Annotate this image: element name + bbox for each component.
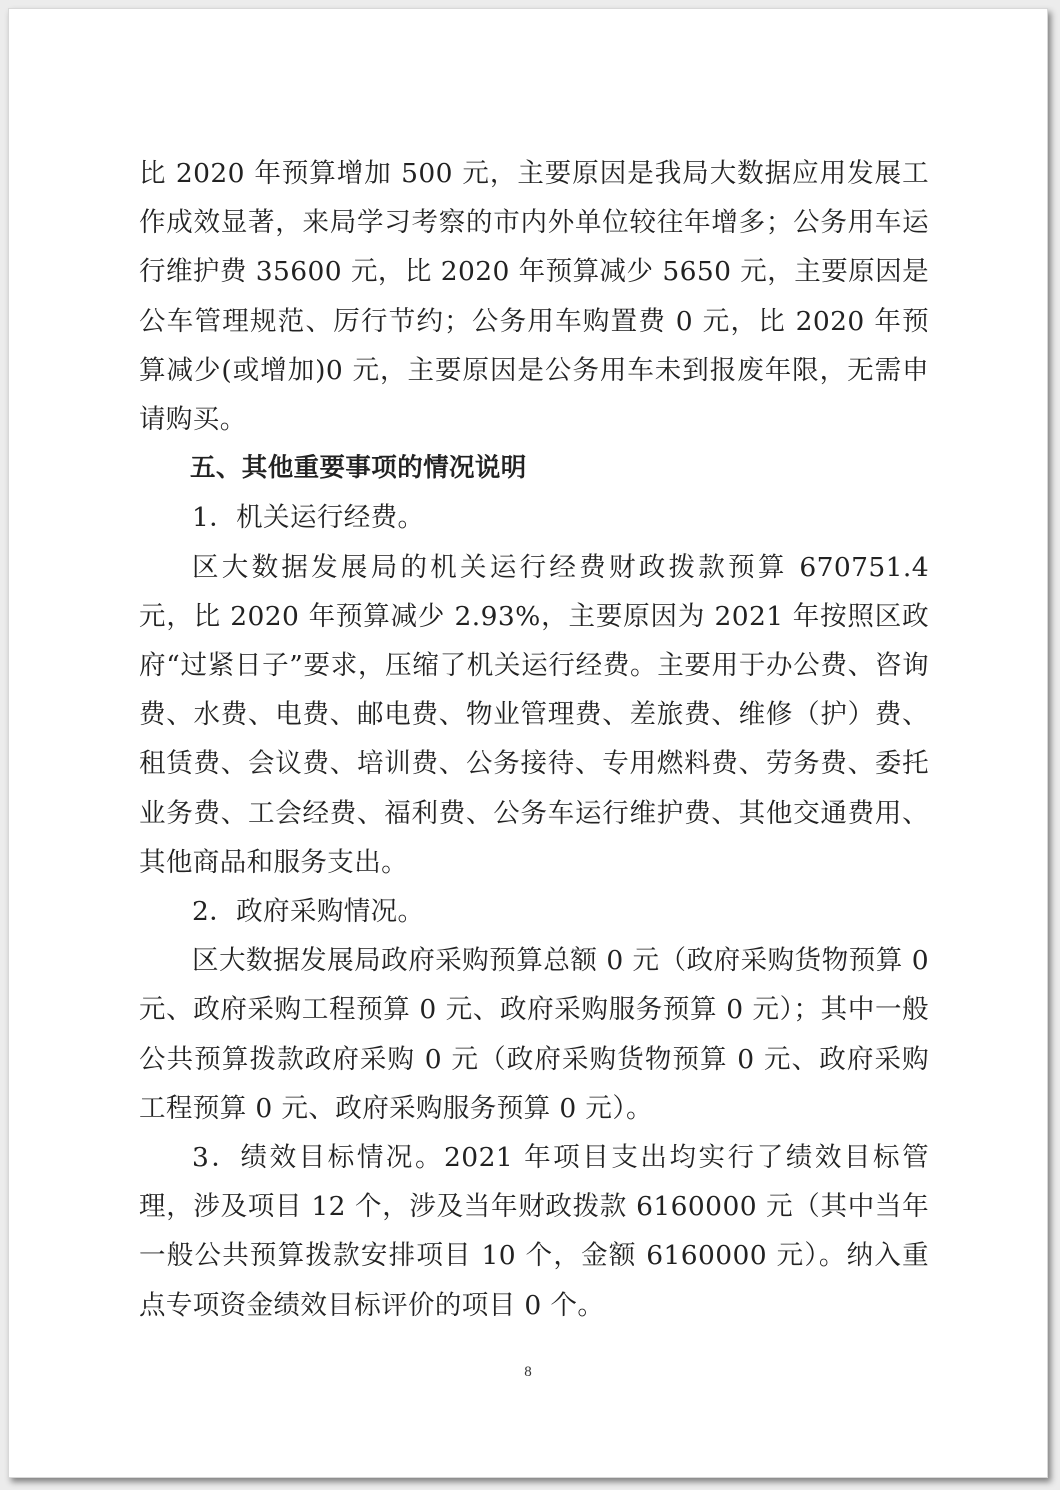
section-heading-other-matters: 五、其他重要事项的情况说明 — [190, 453, 527, 484]
document-page — [8, 8, 1048, 1478]
paragraph-government-procurement: 区大数据发展局政府采购预算总额 0 元（政府采购货物预算 0 元、政府采购工程预算 0 元、政府采购服务预算 0 元）；其中一般公共预算拨款政府采购 0 元（政府采购货物预算 0 元、政府采购工程预算 0 元、政府采购服务预算 0 元）。 — [139, 945, 929, 1124]
page-number: 8 — [524, 1364, 532, 1380]
paragraph-performance-targets: 3．绩效目标情况。2021 年项目支出均实行了绩效目标管理，涉及项目 12 个，涉及当年财政拨款 6160000 元（其中当年一般公共预算拨款安排项目 10 个，金额 6160000 元）。纳入重点专项资金绩效目标评价的项目 0 个。 — [139, 1142, 929, 1321]
subheading-operating-expenses: 1．机关运行经费。 — [192, 502, 425, 534]
paragraph-operating-expenses: 区大数据发展局的机关运行经费财政拨款预算 670751.4 元，比 2020 年预算减少 2.93%，主要原因为 2021 年按照区政府“过紧日子”要求，压缩了机关运行经费。主要用于办公费、咨询费、水费、电费、邮电费、物业管理费、差旅费、维修（护）费、租赁费、会议费、培训费、公务接待、专用燃料费、劳务费、委托业务费、工会经费、福利费、公务车运行维护费、其他交通费用、其他商品和服务支出。 — [139, 551, 929, 878]
body-text — [139, 149, 929, 1330]
subheading-government-procurement: 2．政府采购情况。 — [192, 896, 425, 928]
paragraph-vehicle-costs: 比 2020 年预算增加 500 元，主要原因是我局大数据应用发展工作成效显著，来局学习考察的市内外单位较往年增多；公务用车运行维护费 35600 元，比 2020 年预算减少 5650 元，主要原因是公车管理规范、厉行节约；公务用车购置费 0 元，比 2020 年预算减少(或增加)0 元，主要原因是公务用车未到报废年限，无需申请购买。 — [139, 158, 929, 436]
